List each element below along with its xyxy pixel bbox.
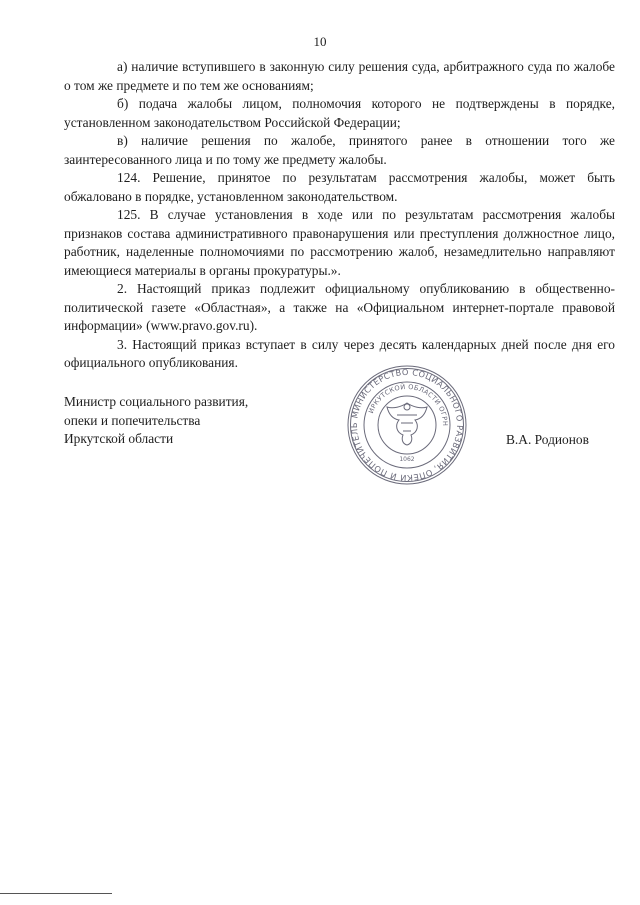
paragraph-b: б) подача жалобы лицом, полномочия которого не подтверждены в порядке, установленном законодательством Российской Федерации; [64, 96, 615, 130]
seal-number: 1062 [399, 456, 415, 463]
paragraph-c: в) наличие решения по жалобе, принятого ранее в отношении того же заинтересованного лица и по тому же предмету жалобы. [64, 133, 615, 167]
official-seal [345, 363, 469, 492]
paragraph-125: 125. В случае установления в ходе или по результатам рассмотрения жалобы признаков состава административного правонарушения или преступления должностное лицо, работник, наделенные полномочиями по рассмотрению жалоб, незамедлительно направляют имеющиеся материалы в органы прокуратуры.». [64, 207, 615, 278]
seal-inner-text: ИРКУТСКОЙ ОБЛАСТИ ОГРН [367, 382, 450, 427]
paragraph-item-2: 2. Настоящий приказ подлежит официальному опубликованию в общественно-политической газете «Областная», а также на «Официальном интернет-портале правовой информации» (www.pravo.gov.ru). [64, 281, 615, 333]
signer-line-1: Министр социального развития, [64, 394, 249, 409]
paragraph-item-3: 3. Настоящий приказ вступает в силу через десять календарных дней после дня его официального опубликования. [64, 336, 615, 370]
footer-divider [0, 893, 112, 894]
document-body [64, 58, 615, 373]
page-number: 10 [313, 34, 327, 49]
signer-line-2: опеки и попечительства [64, 412, 201, 428]
signer-line-3: Иркутской области [64, 431, 174, 446]
signature-name: В.А. Родионов [506, 432, 589, 447]
seal-outer-text: МИНИСТЕРСТВО СОЦИАЛЬНОГО РАЗВИТИЯ, ОПЕКИ И ПОПЕЧИТЕЛЬ [348, 366, 466, 484]
paragraph-124: 124. Решение, принятое по результатам рассмотрения жалобы, может быть обжаловано в порядке, установленном законодательством. [64, 170, 615, 204]
paragraph-a: а) наличие вступившего в законную силу решения суда, арбитражного суда по жалобе о том же предмете и по тем же основаниям; [64, 59, 615, 93]
signer-title [64, 393, 314, 449]
